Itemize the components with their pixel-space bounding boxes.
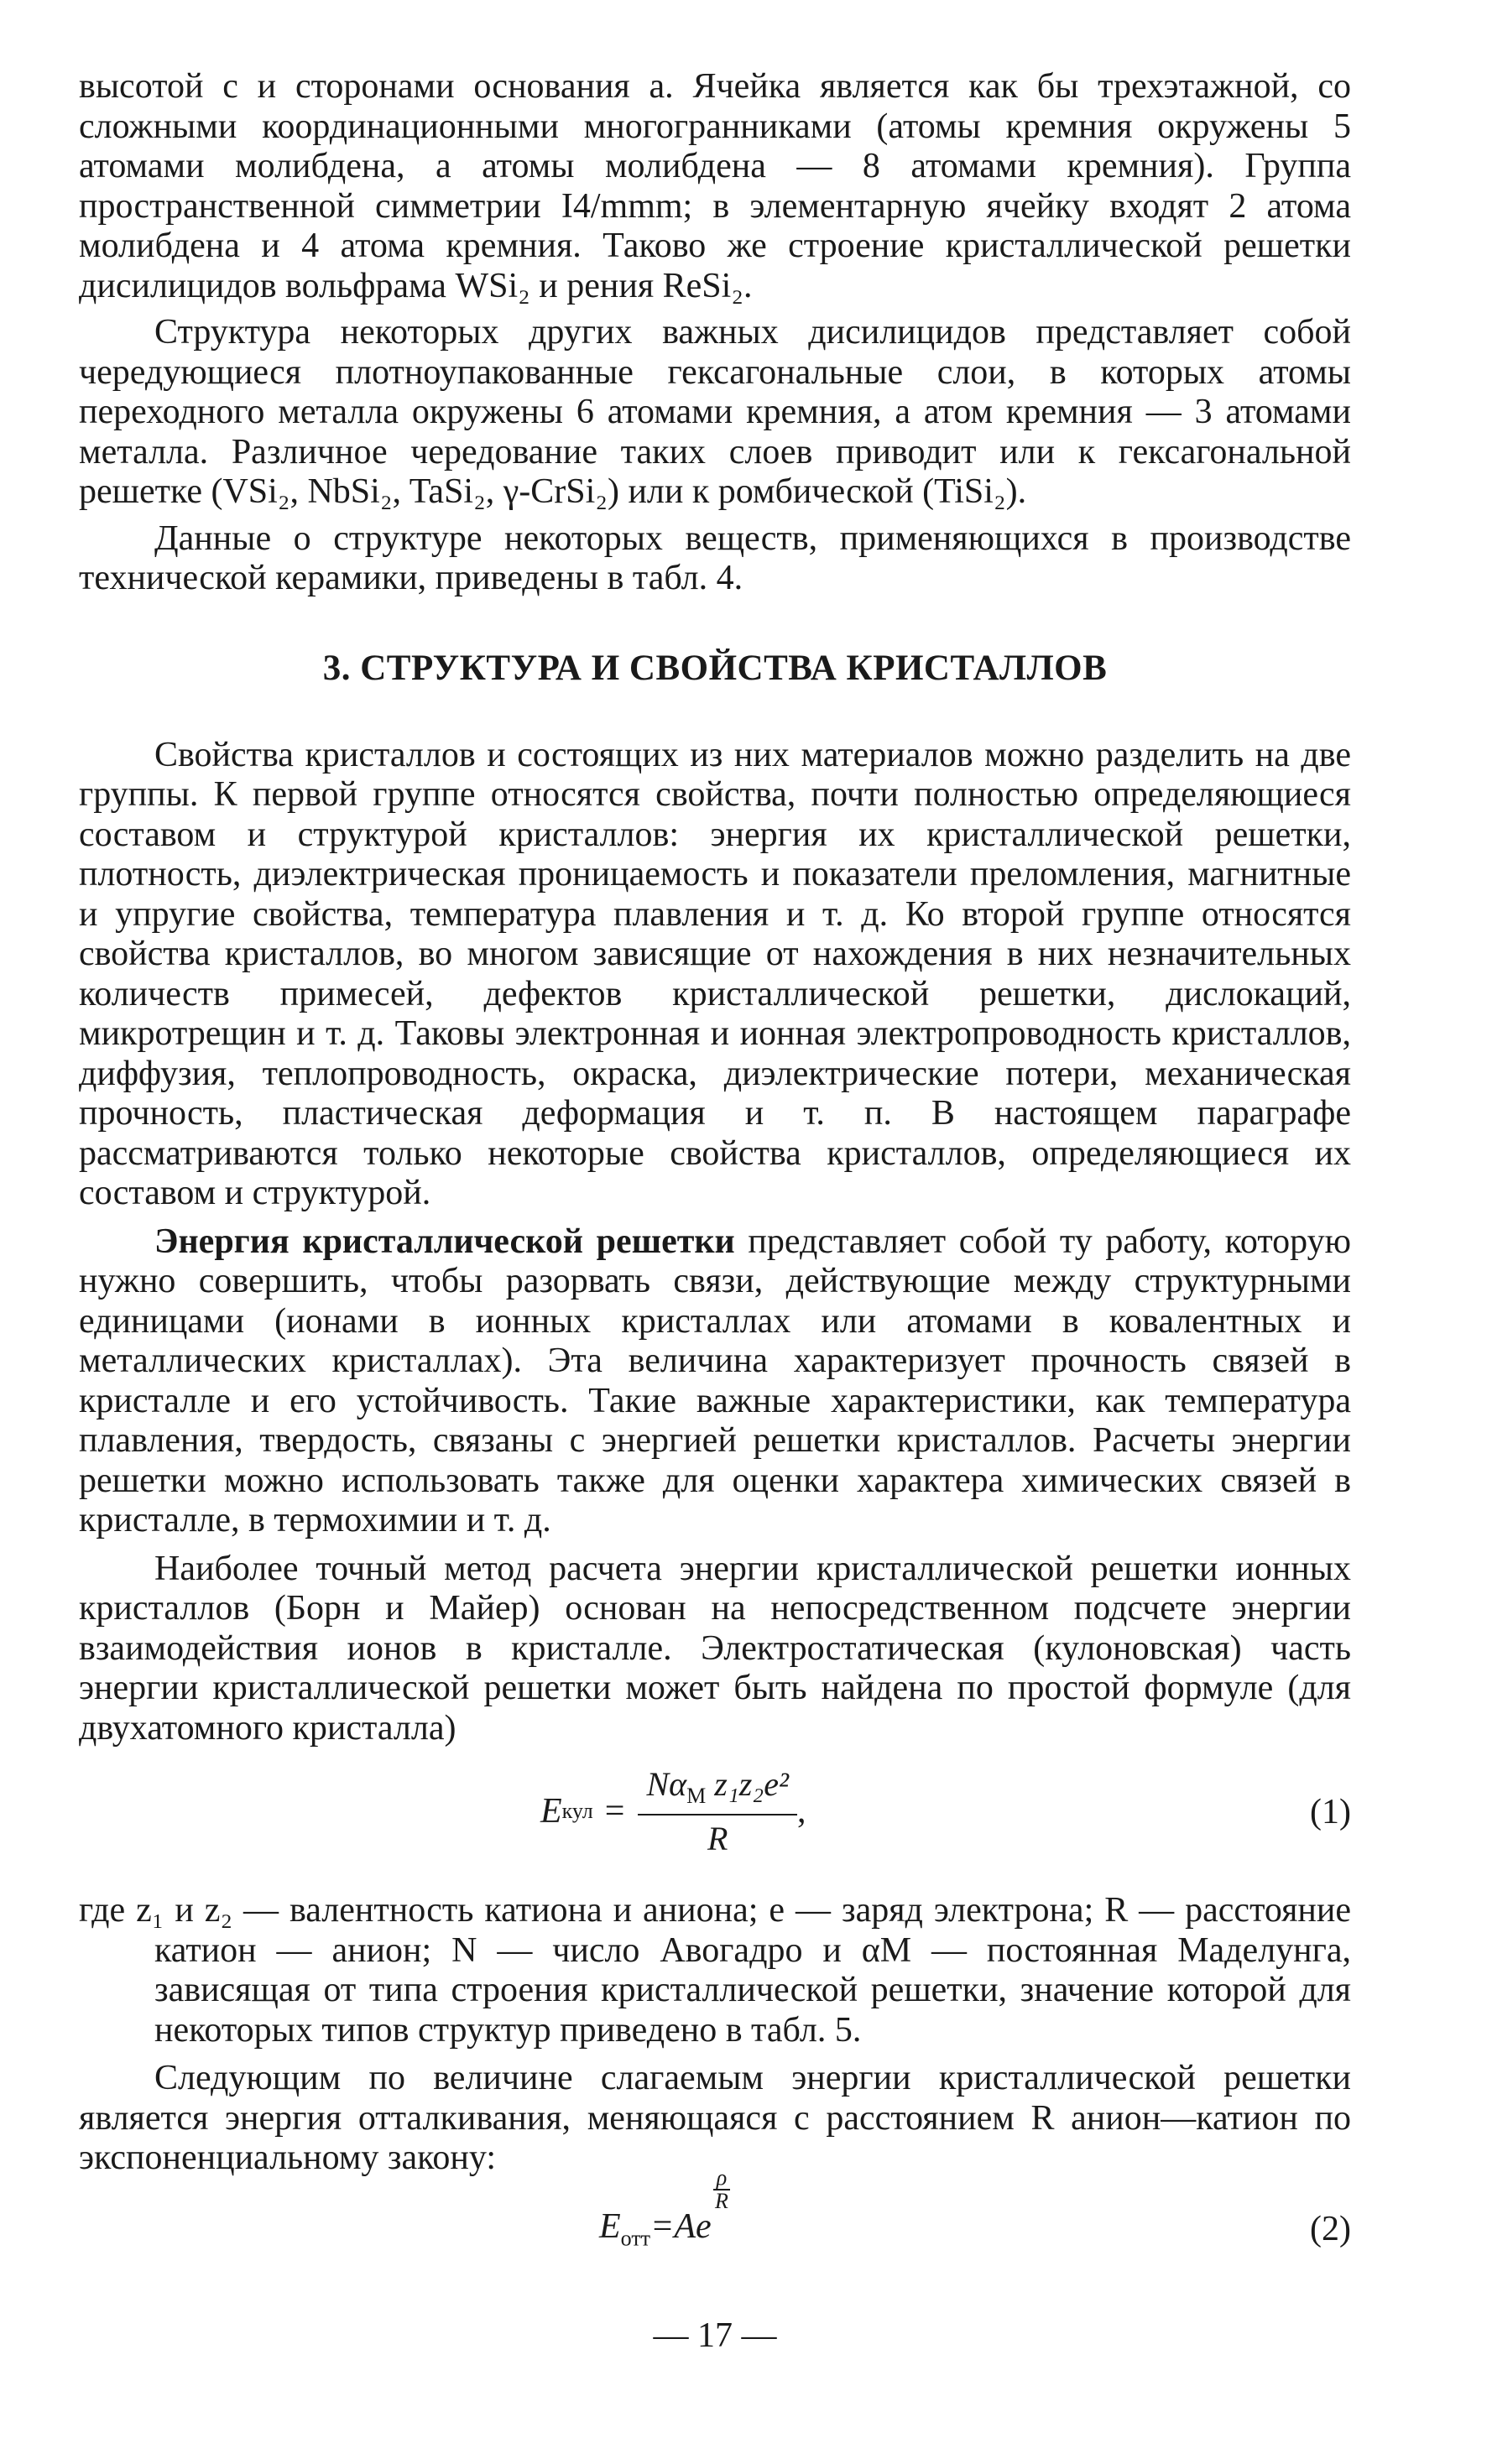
formula-repulsion bbox=[599, 2164, 754, 2251]
paragraph-6: Наиболее точный метод расчета энергии кристаллической решетки ионных кристаллов (Борн и Майер) основан на непосредственном подсчете энергии взаимодействия ионов в кристалле. Электростатическая (кулоновская) часть энергии кристаллической решетки может быть найдена по простой формуле (для двухатомного кристалла) bbox=[79, 1549, 1351, 1748]
formula-2-lhs-sub: отт bbox=[620, 2225, 651, 2250]
formula-2-row bbox=[79, 2164, 1351, 2313]
page-content bbox=[79, 67, 1351, 2355]
page-number: — 17 — bbox=[653, 2316, 777, 2355]
paragraph-7: где z₁ и z₂ — валентность катиона и аниона; e — заряд электрона; R — расстояние катион — анион; N — число Авогадро и αM — постоянная Маделунга, зависящая от типа строения кристаллической решетки, значение которой для некоторых типов структур приведено в табл. 5. bbox=[79, 1891, 1351, 2050]
formula-1-row bbox=[79, 1753, 1351, 1888]
formula-2-exp-num: ρ bbox=[713, 2167, 730, 2191]
section-heading: 3. СТРУКТУРА И СВОЙСТВА КРИСТАЛЛОВ bbox=[322, 648, 1108, 688]
formula-2-exp-den: R bbox=[714, 2188, 728, 2213]
formula-2-exponent bbox=[712, 2164, 754, 2237]
paragraph-1: высотой c и сторонами основания a. Ячейка является как бы трехэтажной, со сложными координационными многогранниками (атомы кремния окружены 5 атомами молибдена, а атомы молибдена — 8 атомами кремния). Группа пространственной симметрии I4/mmm; в элементарную ячейку входят 2 атома молибдена и 4 атома кремния. Таково же строение кристаллической решетки дисилицидов вольфрама WSi₂ и рения ReSi₂. bbox=[79, 67, 1351, 305]
paragraph-2: Структура некоторых других важных дисилицидов представляет собой чередующиеся плотноупакованные гексагональные слои, в которых атомы переходного металла окружены 6 атомами кремния, а атом кремния — 3 атомами металла. Различное чередование таких слоев приводит или к гексагональной решетке (VSi₂, NbSi₂, TaSi₂, γ-CrSi₂) или к ромбической (TiSi₂). bbox=[79, 313, 1351, 511]
paragraph-8: Следующим по величине слагаемым энергии кристаллической решетки является энергия отталкивания, меняющаяся с расстоянием R анион—катион по экспоненциальному закону: bbox=[79, 2059, 1351, 2177]
formula-1-num-b: z₁z₂e² bbox=[706, 1765, 789, 1803]
formula-1-numerator bbox=[638, 1764, 797, 1815]
formula-2-rhs: =Ae bbox=[650, 2206, 712, 2246]
formula-1-lhs: E bbox=[540, 1792, 562, 1831]
paragraph-5-text: представляет собой ту работу, которую нужно совершить, чтобы разорвать связи, действующие между структурными единицами (ионами в ионных кристаллах или атомами в ковалентных и металлических кристаллах). Эта величина характеризует прочность связей в кристалле и его устойчивость. Такие важные характеристики, как температура плавления, твердость, связаны с энергией решетки кристаллов. Расчеты энергии решетки можно использовать также для оценки характера химических связей в кристалле, в термохимии и т. д. bbox=[79, 1222, 1351, 1539]
formula-2-number: (2) bbox=[1310, 2209, 1351, 2248]
formula-1-lhs-sub: кул bbox=[561, 1799, 593, 1823]
formula-1-num-sub: M bbox=[686, 1784, 707, 1808]
formula-1-equals: = bbox=[604, 1792, 625, 1831]
formula-2-lhs: E bbox=[599, 2206, 621, 2246]
paragraph-4: Свойства кристаллов и состоящих из них материалов можно разделить на две группы. К первой группе относятся свойства, почти полностью определяющиеся составом и структурой кристаллов: энергия их кристаллической решетки, плотность, диэлектрическая проницаемость и показатели преломления, магнитные и упругие свойства, температура плавления и т. д. Ко второй группе относятся свойства кристаллов, во многом зависящие от нахождения в них незначительных количеств примесей, дефектов кристаллической решетки, дислокаций, микротрещин и т. д. Таковы электронная и ионная электропроводность кристаллов, диффузия, теплопроводность, окраска, диэлектрические потери, механическая прочность, пластическая деформация и т. п. В настоящем параграфе рассматриваются только некоторые свойства кристаллов, определяющиеся их составом и структурой. bbox=[79, 735, 1351, 1212]
formula-1-denominator bbox=[707, 1815, 728, 1858]
term-lattice-energy: Энергия кристаллической решетки bbox=[154, 1222, 735, 1261]
formula-1-comma: , bbox=[796, 1792, 806, 1831]
formula-1-den-text: R bbox=[707, 1820, 728, 1857]
formula-coulomb bbox=[540, 1757, 806, 1866]
formula-1-number: (1) bbox=[1310, 1793, 1351, 1831]
paragraph-3: Данные о структуре некоторых веществ, применяющихся в производстве технической керамики, приведены в табл. 4. bbox=[79, 518, 1351, 597]
formula-1-num-a: Nα bbox=[646, 1765, 687, 1803]
formula-1-fraction bbox=[638, 1764, 797, 1858]
paragraph-5 bbox=[79, 1222, 1351, 1541]
